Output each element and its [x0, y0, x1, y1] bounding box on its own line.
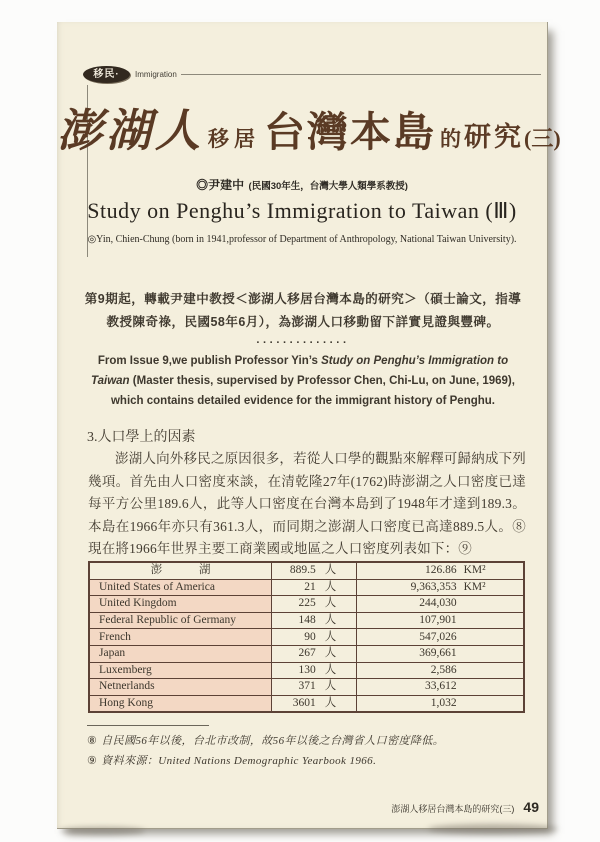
density-cell	[272, 679, 357, 696]
title-part-de: 的	[440, 127, 462, 151]
density-unit: 人	[324, 564, 337, 577]
section-heading: 3.人口學上的因素	[87, 430, 196, 445]
footnote-9-text: 資料來源：United Nations Demographic Yearbook 1966.	[101, 755, 377, 767]
body-paragraph: 澎湖人向外移民之原因很多，若從人口學的觀點來解釋可歸納成下列幾項。首先由人口密度來談，在清乾隆27年(1762)時澎湖之人口密度已達每平方公里189.6人，此等人口密度在台灣本島到了1948年才達到189.3。本島在1966年亦只有361.3人，而同期之澎湖人口密度已高達889.5人。⑧現在將1966年世界主要工商業國或地區之人口密度列表如下：⑨	[88, 451, 526, 556]
title-part-volume: (三)	[524, 126, 561, 151]
category-badge: 移民·	[83, 66, 130, 83]
author-name-zh: ◎尹建中	[196, 178, 245, 192]
density-unit: 人	[324, 580, 337, 593]
author-note-en: (born in 1941,professor of Department of Anthropology, National Taiwan University).	[172, 234, 517, 245]
density-cell	[272, 596, 357, 613]
area-value: 107,901	[419, 614, 457, 627]
area-value: 9,363,353	[410, 580, 457, 593]
area-value: 33,612	[424, 680, 457, 693]
category-label: Immigration	[135, 70, 177, 79]
page-number: 49	[523, 799, 539, 815]
editor-note-en-post: (Master thesis, supervised by Professor Chen, Chi-Lu, on June, 1969), which contains detailed evidence for the immigrant history of Penghu.	[110, 375, 515, 407]
area-cell	[357, 579, 525, 596]
area-unit: KM²	[463, 564, 486, 577]
table-row	[89, 629, 524, 646]
title-part-migrate: 移居	[208, 127, 261, 151]
density-value: 267	[298, 647, 316, 660]
page-footer	[391, 799, 539, 817]
area-cell	[357, 629, 525, 646]
country-cell: Luxemberg	[89, 662, 272, 679]
density-cell	[272, 645, 357, 662]
area-cell	[357, 695, 525, 712]
area-cell	[357, 612, 525, 629]
author-note-zh: (民國30年生，台灣大學人類學系教授)	[248, 181, 408, 192]
density-cell	[272, 629, 357, 646]
density-cell	[272, 579, 357, 596]
editor-note-en-pre: From Issue 9,we publish Professor Yin’s	[97, 355, 322, 367]
country-cell: Federal Republic of Germany	[89, 612, 272, 629]
footnote-9-marker: ⑨	[87, 755, 98, 767]
table-row	[89, 596, 524, 613]
area-value: 369,661	[419, 647, 457, 660]
running-title: 澎湖人移居台灣本島的研究(三)	[391, 804, 515, 814]
table-row	[89, 662, 524, 679]
density-value: 225	[298, 597, 316, 610]
area-cell	[357, 679, 525, 696]
title-part-study: 研究	[464, 122, 525, 152]
density-value: 90	[304, 630, 316, 643]
country-cell: Hong Kong	[89, 695, 272, 712]
footnote-8	[87, 733, 523, 749]
country-cell: French	[89, 629, 272, 646]
country-cell: 澎湖	[89, 562, 272, 579]
category-strip	[83, 66, 541, 83]
editor-note-en	[81, 351, 525, 411]
density-unit: 人	[324, 630, 337, 643]
area-cell	[357, 662, 525, 679]
dots-divider: ··············	[256, 337, 350, 349]
density-unit: 人	[324, 663, 337, 676]
footnote-9	[87, 753, 523, 769]
title-part-penghu-people: 澎湖人	[57, 106, 205, 156]
scanned-page	[57, 22, 561, 829]
table-row	[89, 645, 524, 662]
density-cell	[272, 612, 357, 629]
header-rule	[181, 74, 541, 75]
density-cell	[272, 662, 357, 679]
table-row	[89, 612, 524, 629]
density-value: 130	[298, 663, 316, 676]
area-value: 547,026	[419, 630, 457, 643]
footnote-divider	[87, 725, 209, 726]
area-value: 244,030	[419, 597, 457, 610]
density-unit: 人	[324, 597, 337, 610]
table-row	[89, 579, 524, 596]
author-line-zh	[57, 176, 547, 194]
editor-note-en-title: Study on Penghu’s Immigration to Taiwan	[91, 355, 509, 387]
table-row	[89, 562, 524, 579]
area-unit: KM²	[463, 580, 486, 593]
page-title-en: Study on Penghu’s Immigration to Taiwan (Ⅲ)	[87, 198, 517, 223]
area-value: 2,586	[430, 663, 457, 676]
density-value: 889.5	[289, 564, 316, 577]
density-value: 148	[298, 614, 316, 627]
footnote-8-text: 自民國56年以後，台北市改制，故56年以後之台灣省人口密度降低。	[101, 735, 445, 747]
density-value: 371	[298, 680, 316, 693]
density-unit: 人	[324, 680, 337, 693]
density-unit: 人	[324, 614, 337, 627]
density-cell	[272, 562, 357, 579]
density-unit: 人	[324, 697, 337, 710]
editor-note	[81, 288, 525, 411]
population-density-table	[88, 561, 525, 713]
density-value: 3601	[292, 697, 316, 710]
editor-note-zh: 第9期起，轉載尹建中教授＜澎湖人移居台灣本島的研究＞（碩士論文，指導教授陳奇祿，民國58年6月），為澎湖人口移動留下詳實見證與豐碑。	[84, 292, 522, 329]
country-cell: Netnerlands	[89, 679, 272, 696]
footnote-8-marker: ⑧	[87, 735, 98, 747]
area-value: 1,032	[430, 697, 457, 710]
country-cell: Japan	[89, 645, 272, 662]
table-row	[89, 695, 524, 712]
author-name-en: ◎Yin, Chien-Chung	[87, 234, 170, 245]
country-cell: United States of America	[89, 579, 272, 596]
density-cell	[272, 695, 357, 712]
country-cell: United Kingdom	[89, 596, 272, 613]
table-row	[89, 679, 524, 696]
title-part-taiwan-island: 台灣本島	[264, 109, 437, 155]
density-unit: 人	[324, 647, 337, 660]
scan-smudge	[428, 824, 558, 834]
area-value: 126.86	[424, 564, 457, 577]
page-title-zh	[57, 96, 561, 177]
author-line-en	[57, 234, 547, 245]
area-cell	[357, 645, 525, 662]
area-cell	[357, 562, 525, 579]
scan-smudge	[60, 827, 145, 835]
density-value: 21	[304, 580, 316, 593]
area-cell	[357, 596, 525, 613]
